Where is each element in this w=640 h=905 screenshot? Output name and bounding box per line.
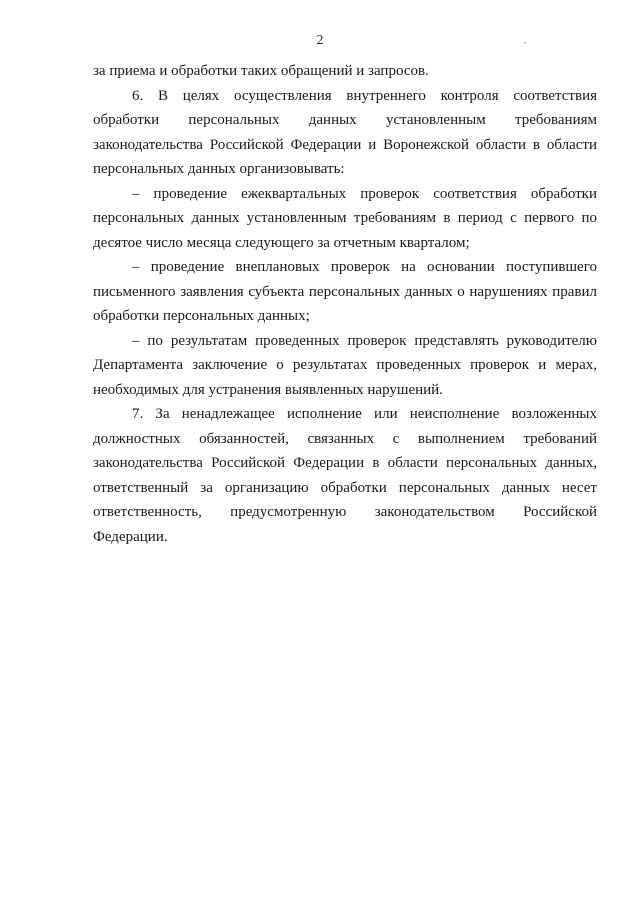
document-body	[93, 59, 597, 549]
paragraph-continuation: за приема и обработки таких обращений и запросов.	[93, 63, 429, 79]
list-item-report-results: – по результатам проведенных проверок представлять руководителю Департамента заключение о результатах проведенных проверок и мерах, необходимых для устранения выявленных нарушений.	[93, 332, 597, 398]
list-item-quarterly-checks: – проведение ежеквартальных проверок соответствия обработки персональных данных установленным требованиям в период с первого по десятое число месяца следующего за отчетным кварталом;	[93, 185, 597, 251]
scan-speck	[524, 42, 526, 44]
paragraph-clause-7: 7. За ненадлежащее исполнение или неисполнение возложенных должностных обязанностей, связанных с выполнением требований законодательства Российской Федерации в области персональных данных, ответственный за организацию обработки персональных данных несет ответственность, предусмотренную законодательством Российской Федерации.	[93, 406, 597, 545]
page-number: 2	[316, 32, 324, 47]
list-item-unscheduled-checks: – проведение внеплановых проверок на основании поступившего письменного заявления субъекта персональных данных о нарушениях правил обработки персональных данных;	[93, 259, 597, 324]
paragraph-clause-6: 6. В целях осуществления внутреннего контроля соответствия обработки персональных данных установленным требованиям законодательства Российской Федерации и Воронежской области в области персональных данных организовывать:	[93, 87, 597, 177]
